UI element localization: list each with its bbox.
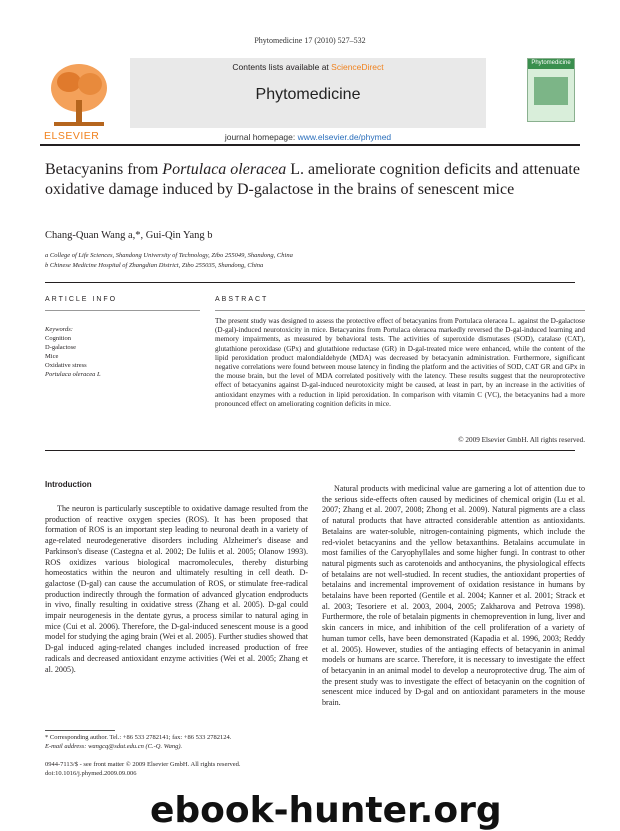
abstract-heading: ABSTRACT (215, 296, 269, 303)
keyword-item: D-galactose (45, 344, 77, 351)
keyword-item: Cognition (45, 335, 72, 342)
contents-line (130, 62, 486, 72)
contents-prefix: Contents lists available at (232, 62, 332, 72)
intro-paragraph-1: The neuron is particularly susceptible to oxidative damage resulted from the production of reactive oxygen species (ROS). It has been proposed that formation of ROS is an important step leading to neuronal death in a variety of age-related neurodegenerative disorders including Alzheimer's disease and Parkinson's disease (Castegna et al. 2002; De Iuliis et al. 2005; Olanow 1993). ROS oxidizes various biological macromolecules, thereby disturbing homeostatics within the neuron and ultimately resulting in cell death. D-galactose (D-gal) can cause the accumulation of ROS, or stimulate free-radical production indirectly through the formation of advanced glycation endproducts in vivo, finally resulting in oxidative stress (Zhang et al. 2005). D-gal could impair neurogenesis in the dentate gyrus, a process similar to natural aging in mice (Cui et al. 2006). Therefore, the D-gal-induced senescent mouse is a good model for studying the aging brain (Wei et al. 2005). Further studies showed that D-gal induced aging-related changes included increased production of free radicals and decreased antioxidant enzyme activities (Wei et al. 2005; Zhang et al. 2005). (45, 504, 308, 674)
keywords-block (45, 325, 101, 379)
homepage-prefix: journal homepage: (224, 132, 298, 142)
abstract-divider (45, 450, 575, 451)
keyword-item: Oxidative stress (45, 362, 87, 369)
abstract-copyright: © 2009 Elsevier GmbH. All rights reserved. (458, 436, 585, 444)
email-note: E-mail address: wangcq@sdut.edu.cn (C.-Q. Wang). (45, 743, 183, 750)
keyword-item: Mice (45, 353, 59, 360)
cover-image (534, 77, 568, 105)
keywords-label: Keywords: (45, 326, 73, 333)
corresponding-author-note: * Corresponding author. Tel.: +86 533 2782141; fax: +86 533 2782124. (45, 734, 232, 741)
contents-banner (130, 58, 486, 128)
footnote-rule (45, 730, 115, 731)
sciencedirect-link[interactable]: ScienceDirect (331, 62, 384, 72)
affiliation-divider (45, 282, 575, 283)
abstract-text: The present study was designed to assess the protective effect of betacyanins from Portulaca oleracea L. against the D-galactose (D-gal)-induced neurotoxicity in mice. Betacyanins from Portulaca oleracea markedly reversed the D-gal-induced learning and memory impairments, as measured by behavioral tests. The activities of superoxide dismutases (SOD), catalase (CAT), glutathione peroxidase (GPx) and glutathione reductase (GR) in D-gal-treated mice were enhanced, while the content of the lipid peroxidation product malondialdehyde (MDA) was decreased by betacyanin administration. Furthermore, significant negative correlations were found between mouse latency in finding the platform and the activities of SOD, CAT GR and GPx in the mouse brain, but the level of MDA correlated positively with the latency. These results suggest that the neuroprotective effect of betacyanins against D-gal-induced neurotoxicity might be caused, at least in part, by an increase in the activities of antioxidant enzymes with a reduction in lipid peroxidation. In comparison with vitamin C (VC), the betacyanins had a more pronounced effect on ameliorating cognition deficits in mice. (215, 317, 585, 408)
issn-line: 0944-7113/$ - see front matter © 2009 Elsevier GmbH. All rights reserved. (45, 761, 241, 768)
article-info-heading: ARTICLE INFO (45, 296, 118, 303)
article-info-rule (45, 310, 200, 311)
abstract-rule (215, 310, 585, 311)
authors: Chang-Quan Wang a,*, Gui-Qin Yang b (45, 230, 213, 241)
header-divider (40, 144, 580, 146)
title-part-2: L. ameliorate cognition deficits and attenuate oxidative damage induced by D-galactose in the brains of senescent mice (45, 161, 580, 198)
front-matter-info (45, 760, 241, 778)
body-left-column (45, 504, 308, 675)
title-part-1: Betacyanins from (45, 161, 163, 178)
journal-header (40, 58, 580, 140)
affiliation-a: a College of Life Sciences, Shandong University of Technology, Zibo 255049, Shandong, China (45, 252, 293, 259)
elsevier-tree-logo-icon (44, 60, 114, 132)
watermark: ebook-hunter.org (150, 790, 502, 831)
article-title (45, 160, 585, 200)
intro-paragraph-2: Natural products with medicinal value are garnering a lot of attention due to the serious side-effects often caused by medicines of chemical origin (Lu et al. 2007; Zhang et al. 2007, 2008; Zhong et al. 2009). Natural pigments are a class of natural products that have attracted considerable attention as antioxidants. Betalains are water-soluble, nitrogen-containing pigments, which include the red-violet betacyanins and the yellow betaxanthins. Betalains accumulate in most families of the Caryophyllales and some higher fungi. In contrast to other natural pigments such as carotenoids and anthocyanins, the physiological effects of betalains are not well-studied. In recent studies, the antioxidant properties of betalains and incremental improvement of oxidation resistance in humans by betalains have been reported (Gentile et al. 2004; Kanner et al. 2001; Strack et al. 2003; Tesoriere et al. 2003, 2004, 2005; Zakharova and Petrova 1998). Furthermore, the role of betalain pigments in chemoprevention in lung, liver and skin cancers in mice, and inhibition of the cell proliferation of a variety of human tumor cells, have been demonstrated (Kapadia et al. 1996, 2003; Reddy et al. 2005). However, studies of the antiaging effects of betacyanin in animal models or humans are scarce. Therefore, it is necessary to investigate the effect of betacyanin in an animal model to develop a neuroprotective drug. The aim of the present study was to investigate the effect of betacyanin on the cognition of senescent mice induced by D-gal and on antioxidant parameters in the mouse brain. (322, 484, 585, 708)
doi-line: doi:10.1016/j.phymed.2009.09.006 (45, 770, 137, 777)
keyword-item: Portulaca oleracea L (45, 371, 101, 378)
journal-name: Phytomedicine (255, 86, 361, 103)
title-species: Portulaca oleracea (162, 161, 287, 178)
affiliation-b: b Chinese Medicine Hospital of Zhangdian District, Zibo 255035, Shandong, China (45, 262, 264, 269)
introduction-heading: Introduction (45, 480, 92, 489)
cover-title: Phytomedicine (531, 60, 571, 66)
body-right-column (322, 484, 585, 709)
footnote (45, 733, 231, 751)
homepage-link[interactable]: www.elsevier.de/phymed (297, 132, 392, 142)
journal-reference: Phytomedicine 17 (2010) 527–532 (254, 36, 366, 45)
publisher-name: ELSEVIER (44, 130, 100, 142)
journal-homepage (130, 132, 486, 142)
journal-cover-thumbnail (527, 58, 575, 122)
